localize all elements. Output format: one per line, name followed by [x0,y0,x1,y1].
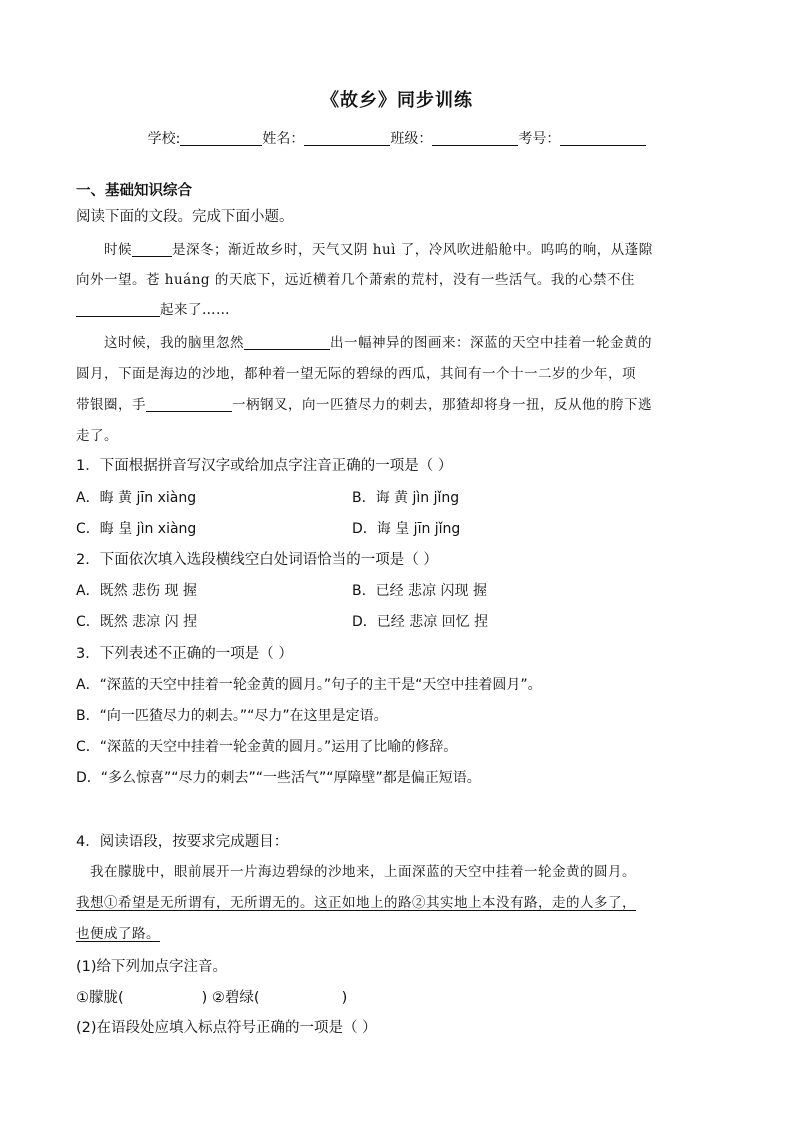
class-blank[interactable] [432,131,518,146]
question4-passage-line2: 我想①希望是无所谓有，无所谓无的。这正如地上的路②其实地上本没有路，走的人多了， [76,895,636,911]
page-title: 《故乡》同步训练 [321,90,473,111]
question2-option-c[interactable]: C．既然 悲凉 闪 捏 [76,614,198,630]
school-label: 学校: [147,131,181,147]
passage1-line2: 向外一望。苍 huáng 的天底下，远近横着几个萧索的荒村，没有一些活气。我的心禁不住 [76,272,635,288]
passage1-line1: 时候 是深冬；渐近故乡时，天气又阴 huì 了，冷风吹进船舱中。呜呜的响，从蓬隙 [104,242,653,258]
question1-stem: 1．下面根据拼音写汉字或给加点字注音正确的一项是（ ） [76,458,453,474]
passage2-line4: 走了。 [76,428,118,444]
passage1-line3: 起来了…… [76,300,230,320]
name-blank[interactable] [304,131,390,146]
exam-no-blank[interactable] [560,131,646,146]
passage2-line3: 带银圈，手 一柄钢叉，向一匹猹尽力的刺去，那猹却将身一扭，反从他的胯下逃 [76,397,652,413]
passage2-line1: 这时候，我的脑里忽然 出一幅神异的图画来：深蓝的天空中挂着一轮金黄的 [104,335,652,351]
passage1-blank2[interactable] [76,302,160,317]
intro-text: 阅读下面的文段。完成下面小题。 [76,209,294,225]
question1-option-a[interactable]: A．晦 黄 jīn xiàng [76,490,197,506]
question3-option-d[interactable]: D．“多么惊喜”“尽力的刺去”“一些活气”“厚障壁”都是偏正短语。 [76,770,481,786]
class-label: 班级： [390,131,433,147]
passage2-blank2[interactable] [146,397,232,412]
passage2-line2: 圆月，下面是海边的沙地，都种着一望无际的碧绿的西瓜，其间有一个十一二岁的少年，项 [76,366,636,382]
question3-stem: 3．下列表述不正确的一项是（ ） [76,646,293,662]
question4-passage-line1: 我在朦胧中，眼前展开一片海边碧绿的沙地来，上面深蓝的天空中挂着一轮金黄的圆月。 [90,864,636,880]
school-blank[interactable] [180,131,262,146]
student-info-row [0,128,794,148]
exam-no-label: 考号： [518,131,561,147]
question2-option-b[interactable]: B．已经 悲凉 闪现 握 [352,583,487,599]
section-heading: 一、基础知识综合 [76,183,192,199]
question4-sub2: (2)在语段处应填入标点符号正确的一项是（ ） [76,1020,377,1036]
question2-stem: 2．下面依次填入选段横线空白处词语恰当的一项是（ ） [76,552,438,568]
question1-option-d[interactable]: D．诲 皇 jīn jǐng [352,521,461,537]
passage2-blank1[interactable] [244,335,330,350]
question1-option-c[interactable]: C．晦 皇 jìn xiàng [76,521,197,537]
question3-option-b[interactable]: B．“向一匹猹尽力的刺去。”“尽力”在这里是定语。 [76,708,388,724]
question2-option-a[interactable]: A．既然 悲伤 现 握 [76,583,197,599]
name-label: 姓名： [262,131,305,147]
question2-option-d[interactable]: D．已经 悲凉 回忆 捏 [352,614,489,630]
passage1-blank1[interactable] [132,242,172,257]
question1-option-b[interactable]: B．诲 黄 jìn jǐng [352,490,460,506]
question4-sub1-items: ①朦胧( ) ②碧绿( ) [76,990,348,1006]
question3-option-c[interactable]: C．“深蓝的天空中挂着一轮金黄的圆月。”运用了比喻的修辞。 [76,739,458,755]
question4-sub1: (1)给下列加点字注音。 [76,959,228,975]
question3-option-a[interactable]: A．“深蓝的天空中挂着一轮金黄的圆月。”句子的主干是“天空中挂着圆月”。 [76,677,542,693]
question4-stem: 4．阅读语段，按要求完成题目： [76,834,289,850]
question4-passage-line3: 也便成了路。 [76,926,160,942]
